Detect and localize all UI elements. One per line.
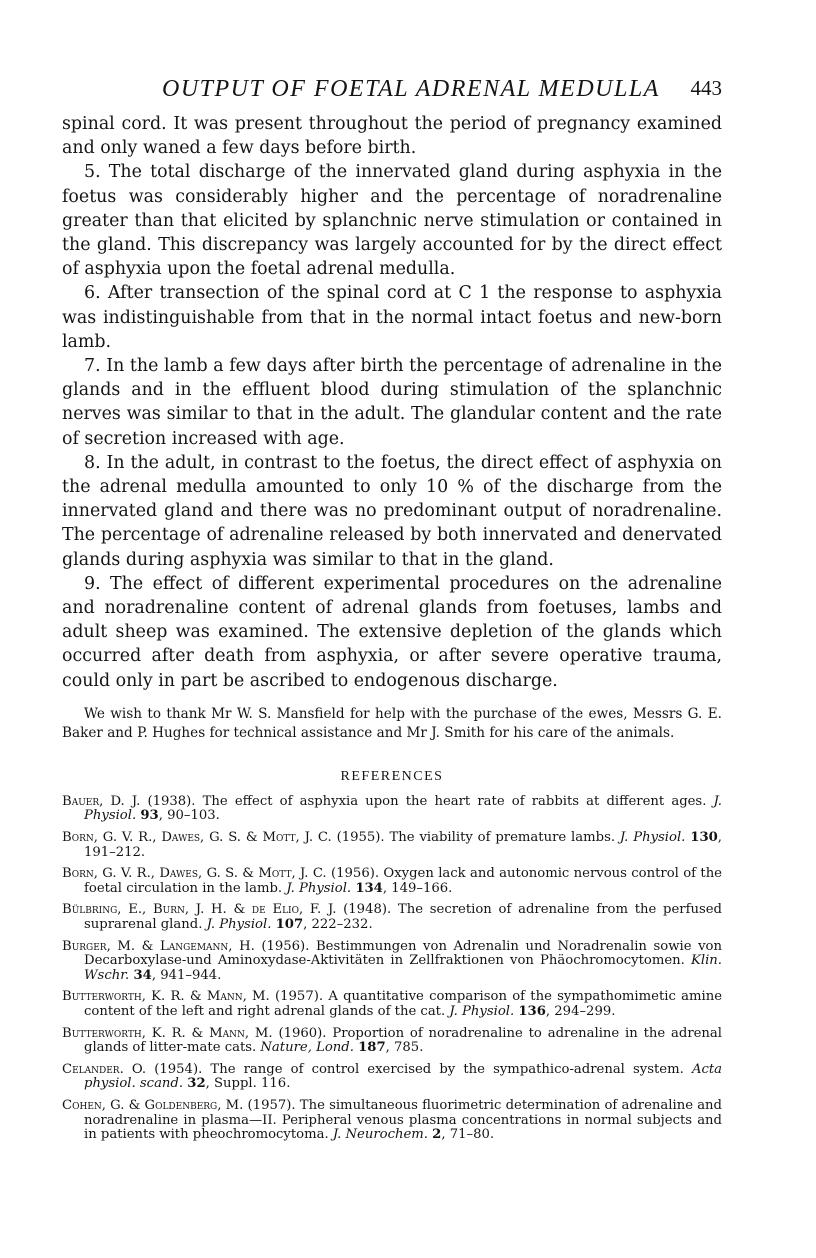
reference-pages: , 294–299. [545, 1004, 616, 1019]
paragraph: 8. In the adult, in contrast to the foetus, the direct effect of asphyxia on the adrenal medulla amounted to only 10 % of the discharge from the innervated gland and there was no predominant output of noradrenaline. The percentage of adrenaline released by both innervated and denervated glands during asphyxia was similar to that in the gland. [62, 452, 722, 570]
reference-journal: J. Physiol. [619, 830, 686, 846]
reference-authors: Bauer, D. J. [62, 793, 141, 809]
reference-journal: J. Physiol. [84, 793, 722, 824]
reference-journal: Nature, Lond. [260, 1040, 354, 1056]
paragraph: 5. The total discharge of the innervated gland during asphyxia in the foetus was considerably higher and the percentage of noradrenaline greater than that elicited by splanchnic nerve stimulation or contained in the gland. This discrepancy was largely accounted for by the direct effect of asphyxia upon the foetal adrenal medulla. [62, 162, 722, 280]
reference-journal: Klin. Wschr. [84, 953, 722, 983]
reference-item [62, 940, 722, 984]
reference-item [62, 903, 722, 932]
reference-item [62, 867, 722, 896]
paragraph: 9. The effect of different experimental procedures on the adrenaline and noradrenaline content of adrenal glands from foetuses, lambs and adult sheep was examined. The extensive depletion of the glands which occurred after death from asphyxia, or after severe operative trauma, could only in part be ascribed to endogenous discharge. [62, 573, 722, 691]
reference-text: (1938). The effect of asphyxia upon the heart rate of rabbits at different ages. [140, 793, 714, 809]
reference-volume: 93 [140, 808, 159, 824]
reference-authors: Burger, M. & Langemann, H. [62, 938, 255, 954]
references-heading: REFERENCES [340, 768, 444, 784]
paragraph: spinal cord. It was present throughout the period of pregnancy examined and only waned a few days before birth. [62, 114, 722, 159]
reference-journal: J. Physiol. [449, 1004, 515, 1019]
reference-pages: , 222–232. [303, 917, 373, 933]
body-text [62, 112, 722, 693]
acknowledgement: We wish to thank Mr W. S. Mansfield for help with the purchase of the ewes, Messrs G. E. Baker and P. Hughes for technical assistance and Mr J. Smith for his care of the animals. [62, 705, 722, 741]
reference-pages: , 941–944. [151, 967, 222, 983]
reference-text: (1956). Oxygen lack and autonomic nervous control of the foetal circulation in the lamb. [84, 866, 722, 896]
reference-volume: 136 [518, 1004, 546, 1019]
reference-journal: J. Neurochem. [332, 1127, 428, 1143]
reference-pages: , 149–166. [382, 880, 453, 896]
reference-item [62, 831, 722, 860]
reference-item [62, 795, 722, 824]
reference-authors: Butterworth, K. R. & Mann, M. [62, 1025, 273, 1041]
reference-item [62, 1063, 722, 1092]
reference-volume: 187 [358, 1040, 386, 1056]
paragraph: 7. In the lamb a few days after birth the percentage of adrenaline in the glands and in the effluent blood during stimulation of the splanchnic nerves was similar to that in the adult. The glandular content and the rate of secretion increased with age. [62, 356, 722, 449]
reference-pages: , 71–80. [441, 1127, 495, 1143]
reference-pages: , 90–103. [158, 808, 220, 824]
running-title: OUTPUT OF FOETAL ADRENAL MEDULLA [162, 76, 660, 102]
reference-text: (1954). The range of control exercised by the sympathico-adrenal system. [146, 1061, 692, 1077]
reference-text: (1957). A quantitative comparison of the sympathomimetic amine content of the left and right adrenal glands of the cat. [84, 989, 723, 1019]
reference-volume: 34 [133, 967, 152, 983]
reference-pages: , 785. [385, 1040, 424, 1056]
reference-text: (1956). Bestimmungen von Adrenalin und Noradrenalin sowie von Decarboxylase-und Aminoxydase-Aktivitäten in Zellfraktionen von Phäochromocytomen. [84, 938, 722, 969]
reference-volume: 2 [432, 1127, 442, 1143]
reference-journal: J. Physiol. [286, 880, 352, 896]
reference-pages: , 191–212. [84, 830, 722, 860]
reference-volume: 134 [355, 880, 383, 896]
reference-volume: 32 [187, 1076, 206, 1092]
reference-text: (1948). The secretion of adrenaline from the perfused suprarenal gland. [84, 902, 722, 933]
page [62, 76, 722, 1150]
reference-item [62, 990, 722, 1019]
reference-text: (1955). The viability of premature lambs. [331, 830, 620, 846]
reference-authors: Born, G. V. R., Dawes, G. S. & Mott, J. C. [62, 866, 327, 882]
paragraph: 6. After transection of the spinal cord at C 1 the response to asphyxia was indistinguishable from that in the normal intact foetus and new-born lamb. [62, 283, 722, 352]
reference-journal: J. Physiol. [206, 917, 272, 933]
page-header [62, 76, 722, 112]
reference-volume: 107 [275, 917, 304, 933]
reference-authors: Cohen, G. & Goldenberg, M. [62, 1097, 244, 1113]
reference-authors: Born, G. V. R., Dawes, G. S. & Mott, J. C. [62, 830, 332, 846]
reference-authors: Celander. O. [62, 1061, 147, 1077]
references-list [62, 795, 722, 1143]
reference-text: (1957). The simultaneous fluorimetric determination of adrenaline and noradrenaline in plasma—II. Peripheral venous plasma concentrations in normal subjects and in patients with pheochromocytoma. [84, 1097, 722, 1143]
reference-item [62, 1027, 722, 1056]
reference-authors: Butterworth, K. R. & Mann, M. [62, 989, 270, 1005]
page-number: 443 [690, 76, 722, 100]
reference-item [62, 1099, 722, 1143]
reference-pages: , Suppl. 116. [205, 1076, 291, 1092]
reference-volume: 130 [690, 830, 718, 846]
reference-text: (1960). Proportion of noradrenaline to adrenaline in the adrenal glands of litter-mate cats. [84, 1025, 722, 1056]
reference-journal: Acta physiol. scand. [84, 1061, 723, 1092]
reference-authors: Bülbring, E., Burn, J. H. & de Elio, F. J. [62, 902, 337, 918]
